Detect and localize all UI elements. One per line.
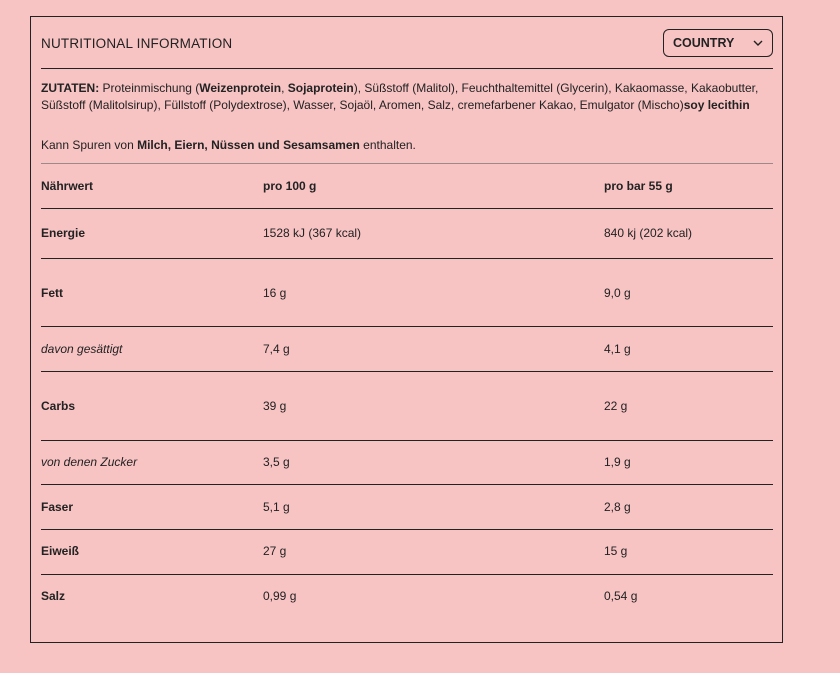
ingredients-label: ZUTATEN: xyxy=(41,81,100,95)
header-nutrient: Nährwert xyxy=(41,179,94,193)
divider xyxy=(41,326,773,327)
divider xyxy=(41,574,773,575)
allergen-notice: Kann Spuren von Milch, Eiern, Nüssen und Sesamsamen enthalten. xyxy=(41,138,416,152)
header-per-100g: pro 100 g xyxy=(263,179,317,193)
country-dropdown-label: COUNTRY xyxy=(673,36,735,50)
divider xyxy=(41,371,773,372)
divider xyxy=(41,68,773,69)
divider xyxy=(41,440,773,441)
divider xyxy=(41,529,773,530)
panel-title: NUTRITIONAL INFORMATION xyxy=(41,36,233,51)
header-per-bar: pro bar 55 g xyxy=(604,179,673,193)
ingredients-text: ZUTATEN: Proteinmischung (Weizenprotein, Sojaprotein), Süßstoff (Malitol), Feuchthaltemittel (Glycerin), Kakaomasse, Kakaobutter, Süßstoff (Malitolsirup), Füllstoff (Polydextrose), Wasser, Sojaöl, Aromen, Salz, cremefarbener Kakao, Emulgator (Mischo)soy lecithin xyxy=(41,81,759,112)
chevron-down-icon xyxy=(752,37,764,49)
panel-header xyxy=(41,29,773,69)
divider xyxy=(41,208,773,209)
divider xyxy=(41,163,773,164)
divider xyxy=(41,258,773,259)
nutrition-panel: NUTRITIONAL INFORMATION COUNTRY ZUTATEN: Proteinmischung (Weizenprotein, Sojaprotein), Süßstoff (Malitol), Feuchthaltemittel (Glycerin), Kakaomasse, Kakaobutter, Süßstoff (Malitolsirup), Füllstoff (Polydextrose), Wasser, Sojaöl, Aromen, Salz, cremefarbener Kakao, Emulgator (Mischo)soy lecithin Kann Spuren von Milch, Eiern, Nüssen und Sesamsamen enthalten. Nährwert pro 100 g pro bar 55 g Energie 1528 kJ (367 kcal) 840 kj (202 kcal) Fett 16 g 9,0 g davon gesättigt 7,4 g 4,1 g Carbs 39 g 22 g von denen Zucker 3,5 g 1,9 g Faser 5,1 g 2,8 g Eiweiß 27 g 15 g Salz 0,99 g 0,54 g xyxy=(30,16,783,643)
divider xyxy=(41,484,773,485)
country-dropdown[interactable] xyxy=(663,29,773,57)
